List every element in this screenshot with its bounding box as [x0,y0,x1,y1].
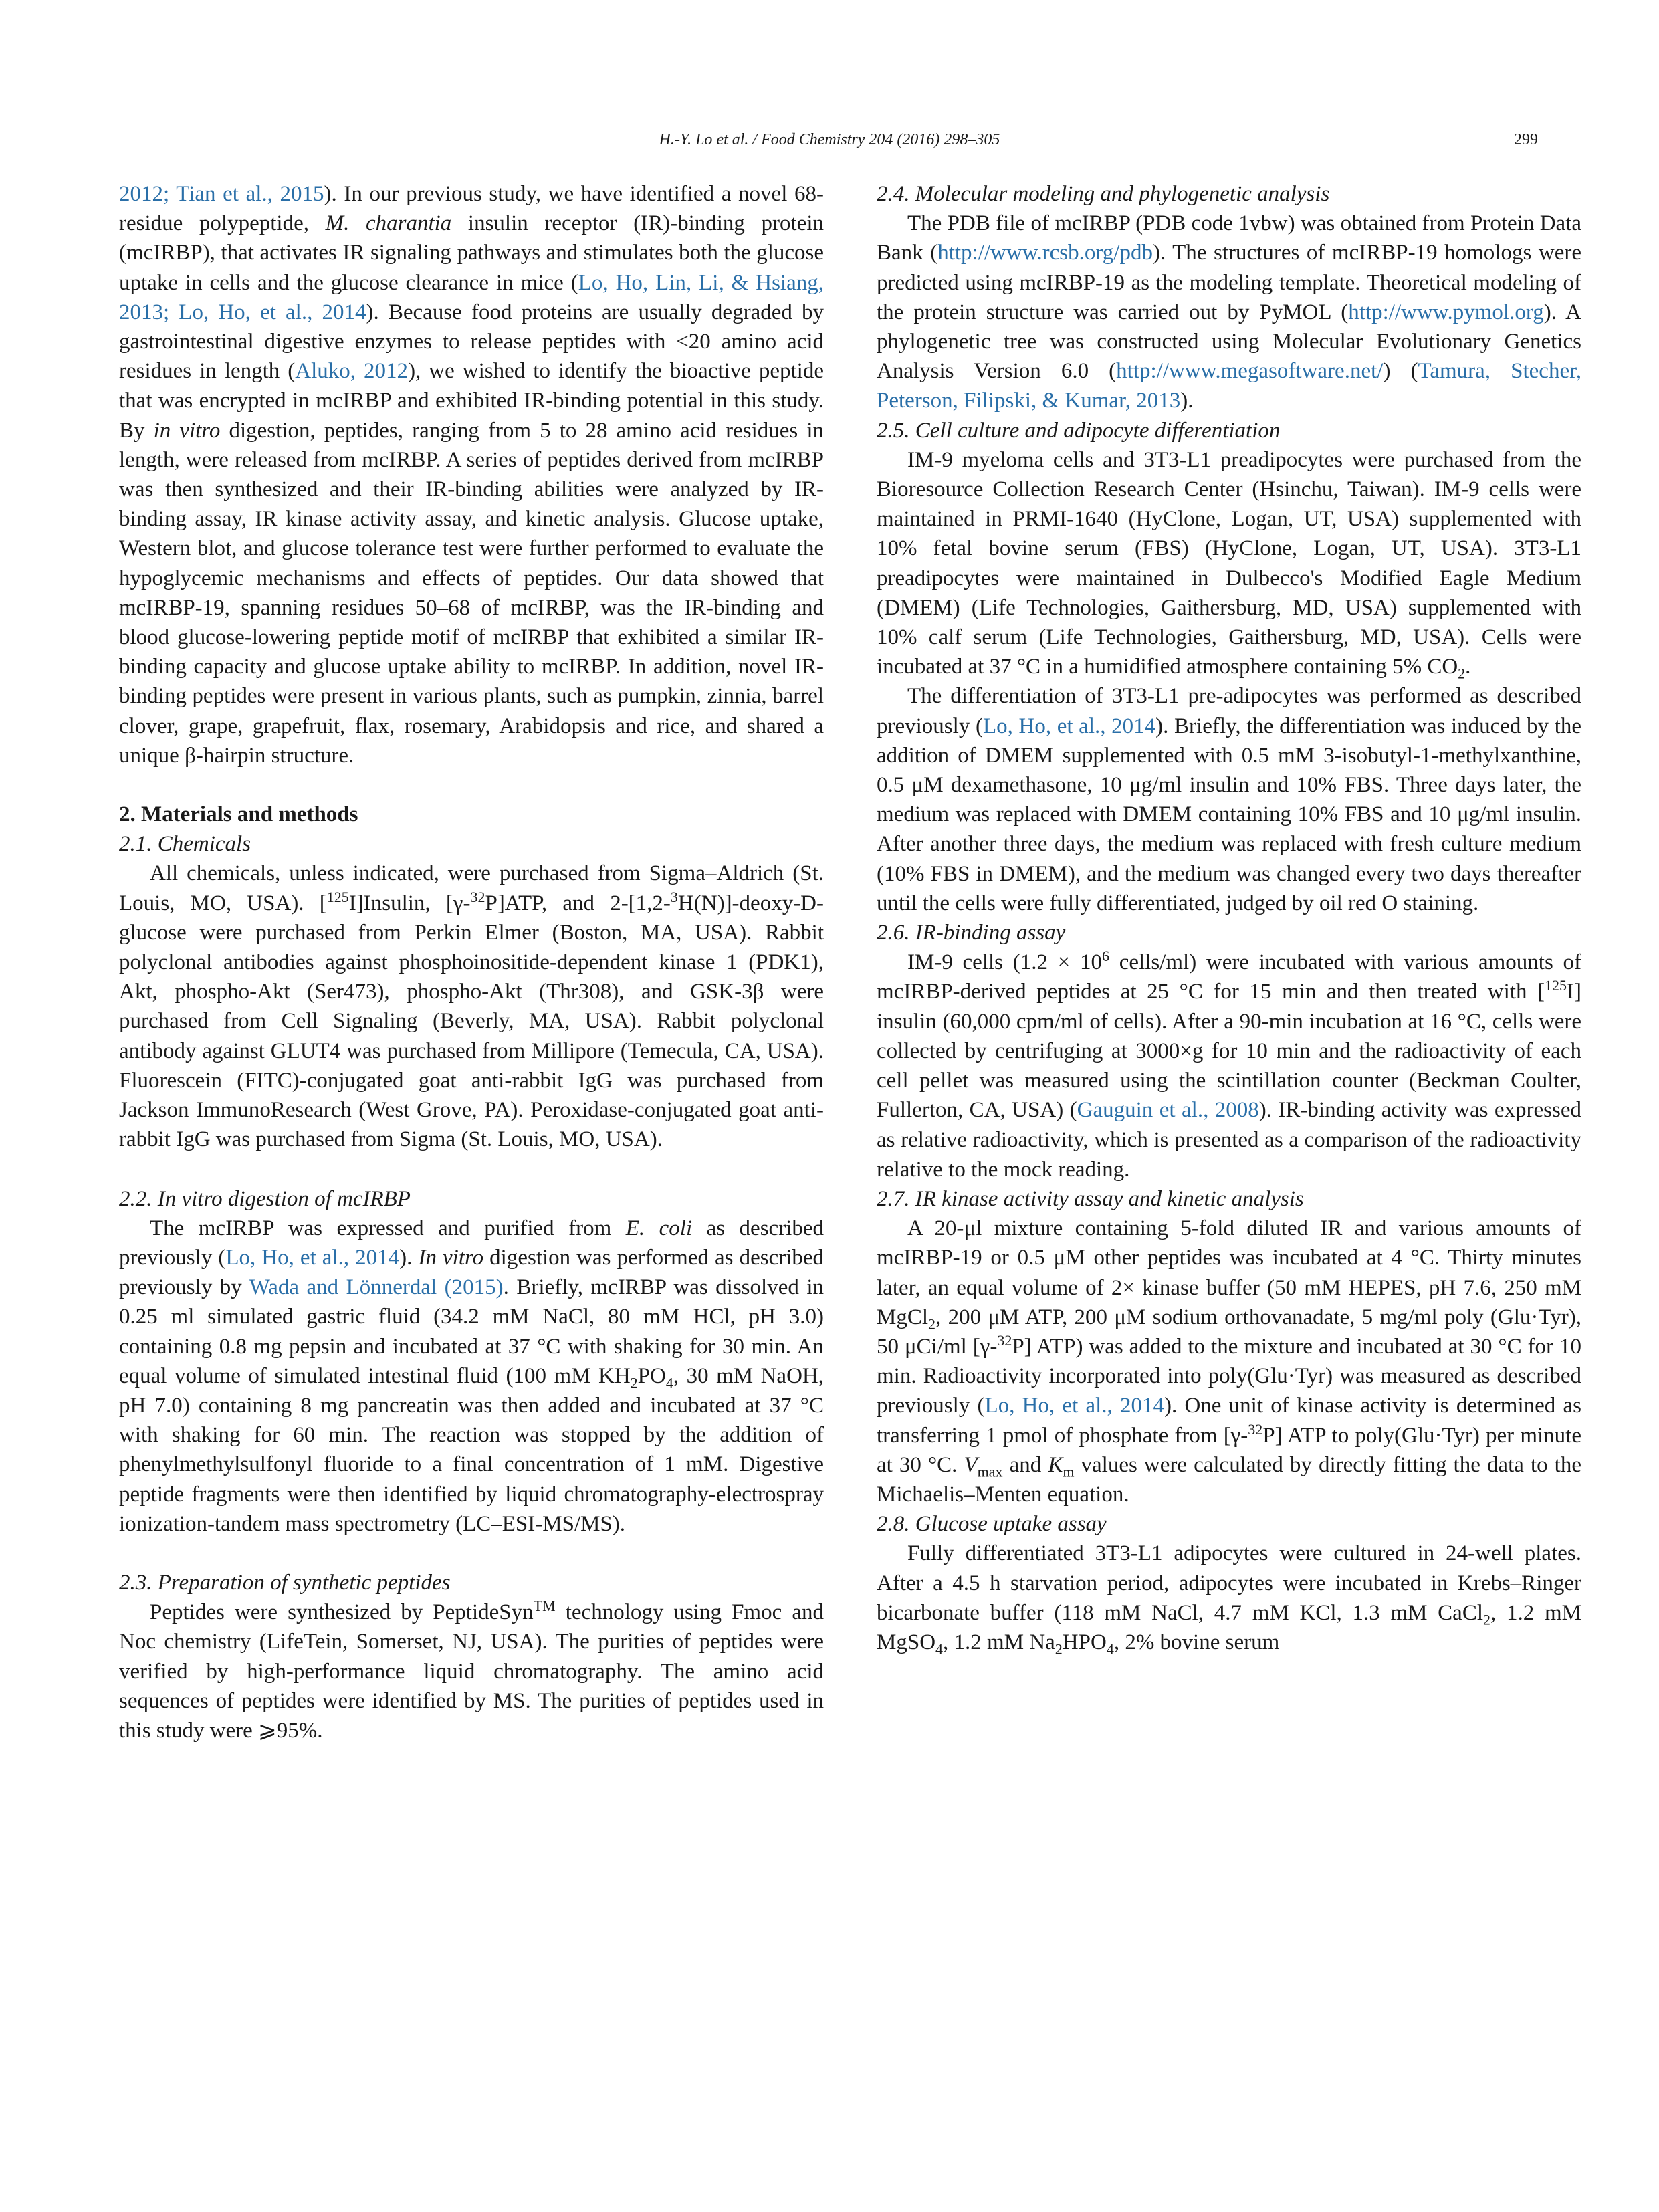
citation-link[interactable]: Gauguin et al., 2008 [1077,1098,1259,1123]
citation-link[interactable]: Lo, Ho, et al., 2014 [982,713,1156,738]
running-title: H.-Y. Lo et al. / Food Chemistry 204 (2016) 298–305 [659,131,1000,148]
subsection-heading: 2.4. Molecular modeling and phylogenetic analysis [877,182,1330,206]
page-number: 299 [1514,131,1538,148]
subsection-heading: 2.3. Preparation of synthetic peptides [119,1570,451,1595]
citation-link[interactable]: Tamura, Stecher, Peterson, Filipski, & Kumar, 2013 [877,359,1582,413]
citation-link[interactable]: 2012; Tian et al., 2015 [119,182,324,206]
intro-paragraph: 2012; Tian et al., 2015). In our previous study, we have identified a novel 68-residue polypeptide, M. charantia insulin receptor (IR)-binding protein (mcIRBP), that activates IR signaling pathways and stimulates both the glucose uptake in cells and the glucose clearance in mice (Lo, Ho, Lin, Li, & Hsiang, 2013; Lo, Ho, et al., 2014). Because food proteins are usually degraded by gastrointestinal digestive enzymes to release peptides with <20 amino acid residues in length (Aluko, 2012), we wished to identify the bioactive peptide that was encrypted in mcIRBP and exhibited IR-binding potential in this study. By in vitro digestion, peptides, ranging from 5 to 28 amino acid residues in length, were released from mcIRBP. A series of peptides derived from mcIRBP was then synthesized and their IR-binding abilities were analyzed by IR-binding assay, IR kinase activity assay, and kinetic analysis. Glucose uptake, Western blot, and glucose tolerance test were further performed to evaluate the hypoglycemic mechanisms and effects of peptides. Our data showed that mcIRBP-19, spanning residues 50–68 of mcIRBP, was the IR-binding and blood glucose-lowering peptide motif of mcIRBP that exhibited a similar IR-binding capacity and glucose uptake ability to mcIRBP. In addition, novel IR-binding peptides were present in various plants, such as pumpkin, zinnia, barrel clover, grape, grapefruit, flax, rosemary, Arabidopsis and rice, and shared a unique β-hairpin structure. [119,182,824,768]
ir-binding-paragraph: IM-9 cells ($1.2 \times 10^6$ cells/ml) were incubated with various amounts of mcIRBP-derived peptides at 25 °C for 15 min and then treated with [$^{125}$I] insulin (60,000 cpm/ml of cells). After a 90-min incubation at 16 °C, cells were collected by centrifuging at 3000×g for 10 min and the radioactivity of each cell pellet was measured using the scintillation counter (Beckman Coulter, Fullerton, CA, USA) (Gauguin et al., 2008). IR-binding activity was expressed as relative radioactivity, which is presented as a comparison of the radioactivity relative to the mock reading. [877,948,1581,1182]
chemicals-paragraph: All chemicals, unless indicated, were purchased from Sigma–Aldrich (St. Louis, MO, USA). [$^{125}$I]Insulin, [γ-$^{32}$P]ATP, and 2-[1,2-$^3$H(N)]-deoxy-D-glucose were purchased from Perkin Elmer (Boston, MA, USA). Rabbit polyclonal antibodies against phosphoinositide-dependent kinase 1 (PDK1), Akt, phospho-Akt (Ser473), phospho-Akt (Thr308), and GSK-3β were purchased from Cell Signaling (Beverly, MA, USA). Rabbit polyclonal antibody against GLUT4 was purchased from Millipore (Temecula, CA, USA). Fluorescein (FITC)-conjugated goat anti-rabbit IgG was purchased from Jackson ImmunoResearch (West Grove, PA). Peroxidase-conjugated goat anti-rabbit IgG was purchased from Sigma (St. Louis, MO, USA). [119,861,824,1152]
subsection-heading: 2.2. In vitro digestion of mcIRBP [119,1186,411,1211]
kinase-paragraph: A 20-μl mixture containing 5-fold diluted IR and various amounts of mcIRBP-19 or 0.5 μM other peptides was incubated at 4 °C. Thirty minutes later, an equal volume of 2× kinase buffer (50 mM HEPES, pH 7.6, 250 mM MgCl$_2$, 200 μM ATP, 200 μM sodium orthovanadate, 5 mg/ml poly (Glu·Tyr), 50 μCi/ml [γ-$^{32}$P] ATP) was added to the mixture and incubated at 30 °C for 10 min. Radioactivity incorporated into poly(Glu·Tyr) was measured as described previously (Lo, Ho, et al., 2014). One unit of kinase activity is determined as transferring 1 pmol of phosphate from [γ-$^{32}$P] ATP to poly(Glu·Tyr) per minute at 30 °C. $V_{max}$ and $K_m$ values were calculated by directly fitting the data to the Michaelis–Menten equation. [877,1216,1581,1507]
citation-link[interactable]: Lo, Ho, Lin, Li, & Hsiang, 2013; Lo, Ho, et al., 2014 [119,270,824,324]
citation-link[interactable]: Lo, Ho, et al., 2014 [225,1245,400,1270]
right-column [877,179,1581,1657]
left-column [119,179,824,1745]
subsection-heading: 2.5. Cell culture and adipocyte differentiation [877,418,1281,443]
subsection-heading: 2.8. Glucose uptake assay [877,1512,1107,1537]
citation-link[interactable]: Wada and Lönnerdal (2015) [249,1275,504,1300]
subsection-heading: 2.7. IR kinase activity assay and kinetic analysis [877,1186,1304,1211]
url-link[interactable]: http://www.rcsb.org/pdb [937,241,1153,265]
glucose-uptake-paragraph: Fully differentiated 3T3-L1 adipocytes were cultured in 24-well plates. After a 4.5 h starvation period, adipocytes were incubated in Krebs–Ringer bicarbonate buffer (118 mM NaCl, 4.7 mM KCl, 1.3 mM CaCl$_2$, 1.2 mM MgSO$_4$, 1.2 mM $Na_2HPO_4$, 2% bovine serum [877,1541,1581,1658]
differentiation-paragraph: The differentiation of 3T3-L1 pre-adipocytes was performed as described previously (Lo, Ho, et al., 2014). Briefly, the differentiation was induced by the addition of DMEM supplemented with 0.5 mM 3-isobutyl-1-methylxanthine, 0.5 μM dexamethasone, 10 μg/ml insulin and 10% FBS. Three days later, the medium was replaced with DMEM containing 10% FBS and 10 μg/ml insulin. After another three days, the medium was replaced with fresh culture medium (10% FBS in DMEM), and the medium was changed every two days thereafter until the cells were fully differentiated, judged by oil red O staining. [877,684,1582,915]
subsection-heading: 2.6. IR-binding assay [877,921,1066,946]
subsection-heading: 2.1. Chemicals [119,832,251,857]
section-heading: 2. Materials and methods [119,802,358,827]
citation-link[interactable]: Aluko, 2012 [295,359,409,384]
digestion-paragraph: The mcIRBP was expressed and purified from E. coli as described previously (Lo, Ho, et al., 2014). In vitro digestion was performed as described previously by Wada and Lönnerdal (2015). Briefly, mcIRBP was dissolved in 0.25 ml simulated gastric fluid (34.2 mM NaCl, 80 mM HCl, pH 3.0) containing 0.8 mg pepsin and incubated at 37 °C with shaking for 30 min. An equal volume of simulated intestinal fluid (100 mM $KH_2PO_4$, 30 mM NaOH, pH 7.0) containing 8 mg pancreatin was then added and incubated at 37 °C with shaking for 60 min. The reaction was stopped by the addition of phenylmethylsulfonyl fluoride to a final concentration of 1 mM. Digestive peptide fragments were then identified by liquid chromatography-electrospray ionization-tandem mass spectrometry (LC–ESI-MS/MS). [119,1216,824,1536]
cell-culture-paragraph: IM-9 myeloma cells and 3T3-L1 preadipocytes were purchased from the Bioresource Collection Research Center (Hsinchu, Taiwan). IM-9 cells were maintained in PRMI-1640 (HyClone, Logan, UT, USA) supplemented with 10% fetal bovine serum (FBS) (HyClone, Logan, UT, USA). 3T3-L1 preadipocytes were maintained in Dulbecco's Modified Eagle Medium (DMEM) (Life Technologies, Gaithersburg, MD, USA) supplemented with 10% calf serum (Life Technologies, Gaithersburg, MD, USA). Cells were incubated at 37 °C in a humidified atmosphere containing 5% $CO_2$. [877,447,1581,682]
synthetic-peptides-paragraph: Peptides were synthesized by PeptideSyn™ technology using Fmoc and Noc chemistry (LifeTein, Somerset, NJ, USA). The purities of peptides were verified by high-performance liquid chromatography. The amino acid sequences of peptides were identified by MS. The purities of peptides used in this study were ⩾95%. [119,1597,824,1743]
url-link[interactable]: http://www.pymol.org [1348,300,1544,324]
modeling-paragraph: The PDB file of mcIRBP (PDB code 1vbw) was obtained from Protein Data Bank (http://www.rcsb.org/pdb). The structures of mcIRBP-19 homologs were predicted using mcIRBP-19 as the modeling template. Theoretical modeling of the protein structure was carried out by PyMOL (http://www.pymol.org). A phylogenetic tree was constructed using Molecular Evolutionary Genetics Analysis Version 6.0 (http://www.megasoftware.net/) (Tamura, Stecher, Peterson, Filipski, & Kumar, 2013). [877,211,1582,413]
citation-link[interactable]: Lo, Ho, et al., 2014 [984,1394,1165,1418]
running-head [0,131,1659,158]
url-link[interactable]: http://www.megasoftware.net/ [1116,359,1384,384]
